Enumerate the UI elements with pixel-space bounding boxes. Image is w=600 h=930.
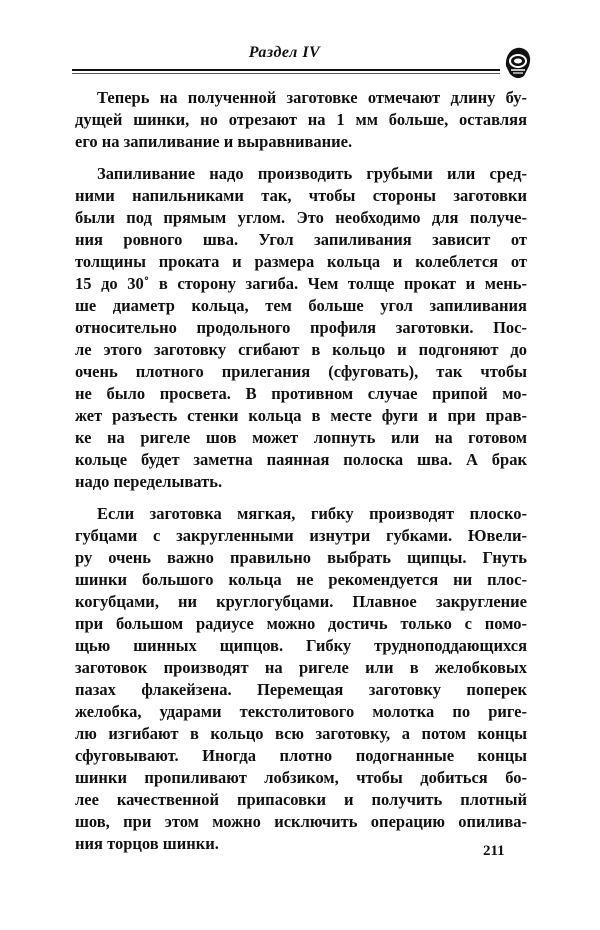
page-number: 211 — [483, 843, 505, 859]
running-header — [72, 38, 532, 78]
text-line: относительно продольного профиля заготовки. Пос- — [75, 318, 527, 337]
text-line: при большом радиусе можно достичь только с помо- — [75, 614, 527, 633]
text-line: Теперь на полученной заготовке отмечают длину бу- — [97, 88, 527, 107]
text-line: шинки пропиливают лобзиком, чтобы добиться бо- — [75, 768, 527, 787]
text-line: надо переделывать. — [75, 472, 223, 491]
text-line: не было просвета. В противном случае припой мо- — [75, 384, 527, 403]
text-line: его на запиливание и выравнивание. — [75, 132, 353, 151]
text-line: очень плотного прилегания (сфуговать), так чтобы — [75, 362, 527, 381]
paragraph-3 — [75, 503, 527, 855]
body-text — [75, 87, 527, 865]
text-line: ру очень важно правильно выбрать щипцы. Гнуть — [75, 548, 527, 567]
text-line: когубцами, ни круглогубцами. Плавное закругление — [75, 592, 527, 611]
text-line: сфуговывают. Иногда плотно подогнанные концы — [75, 746, 527, 765]
text-line: ния ровного шва. Угол запиливания зависит от — [75, 230, 527, 249]
text-line: лю изгибают в кольцо всю заготовку, а потом концы — [75, 724, 527, 743]
text-line: лее качественной припасовки и получить плотный — [75, 790, 527, 809]
text-line: пазах флакейзена. Перемещая заготовку поперек — [75, 680, 527, 699]
text-line: жет разъесть стенки кольца в месте фуги и при прав- — [75, 406, 527, 425]
text-line: были под прямым углом. Это необходимо для получе- — [75, 208, 527, 227]
text-line: ния торцов шинки. — [75, 834, 219, 853]
text-line: шов, при этом можно исключить операцию опилива- — [75, 812, 527, 831]
text-line: губцами с закругленными изнутри губками. Ювели- — [75, 526, 527, 545]
text-line: ле этого заготовку сгибают в кольцо и подгоняют до — [75, 340, 527, 359]
text-line: ке на ригеле шов может лопнуть или на готовом — [75, 428, 527, 447]
text-line: шинки большого кольца не рекомендуется ни плос- — [75, 570, 527, 589]
paragraph-2 — [75, 163, 527, 493]
text-line: Если заготовка мягкая, гибку производят плоско- — [97, 504, 527, 523]
header-rule-thin — [72, 73, 500, 74]
text-line: Запиливание надо производить грубыми или сред- — [97, 164, 527, 183]
text-line: ше диаметр кольца, тем больше угол запиливания — [75, 296, 527, 315]
text-line: щью шинных щипцов. Гибку трудноподдающихся — [75, 636, 527, 655]
ring-emblem-icon — [504, 46, 532, 80]
text-line: толщины проката и размера кольца и колеблется от — [75, 252, 527, 271]
header-rule — [72, 69, 500, 71]
text-line: заготовок производят на ригеле или в желобковых — [75, 658, 527, 677]
section-title: Раздел IV — [248, 44, 321, 61]
text-line: ними напильниками так, чтобы стороны заготовки — [75, 186, 527, 205]
text-line: дущей шинки, но отрезают на 1 мм больше, оставляя — [75, 110, 527, 129]
text-line: желобка, ударами текстолитового молотка по риге- — [75, 702, 527, 721]
text-line: 15 до 30˚ в сторону загиба. Чем толще прокат и мень- — [75, 274, 527, 293]
text-line: кольце будет заметна паянная полоска шва. А брак — [75, 450, 527, 469]
paragraph-1 — [75, 87, 527, 153]
